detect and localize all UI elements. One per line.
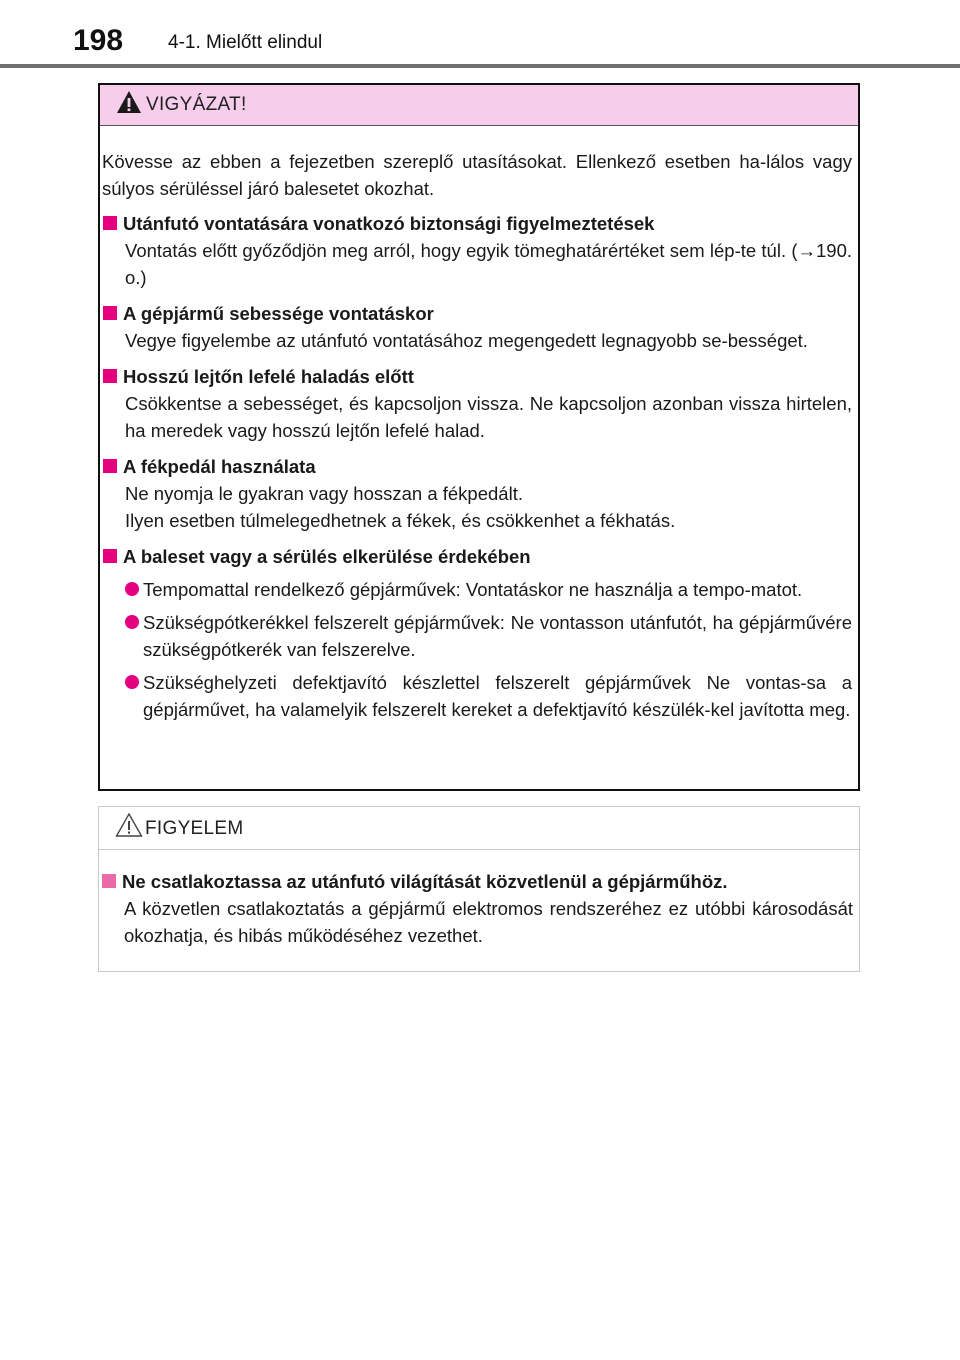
topic-heading: Hosszú lejtőn lefelé haladás előtt [123, 366, 414, 387]
topic-brake-pedal [102, 453, 852, 534]
topic-trailer-safety [102, 210, 852, 291]
notice-body [99, 850, 859, 949]
warning-box [98, 83, 860, 791]
topic-accident-prevention [102, 543, 852, 723]
warning-intro: Kövesse az ebben a fejezetben szereplő utasításokat. Ellenkező esetben ha-lálos vagy súlyos sérüléssel járó balesetet okozhat. [102, 151, 852, 199]
header-rule [0, 64, 960, 68]
topic-line: Ilyen esetben túlmelegedhetnek a fékek, és csökkenhet a fékhatás. [125, 510, 676, 531]
topic-towing-speed [102, 300, 852, 354]
round-bullet-icon [125, 582, 139, 596]
section-title: 4-1. Mielőtt elindul [168, 32, 323, 53]
notice-box [98, 806, 860, 972]
list-item: Szükséghelyzeti defektjavító készlettel felszerelt gépjárművek Ne vontas-sa a gépjárművet, ha valamelyik felszerelt kereket a defektjavító készülék-kel javította meg. [102, 669, 852, 723]
square-bullet-icon [103, 549, 117, 563]
list-item: Szükségpótkerékkel felszerelt gépjárművek: Ne vontasson utánfutót, ha gépjárművére szükségpótkerék van felszerelve. [102, 609, 852, 663]
square-bullet-icon [102, 874, 116, 888]
square-bullet-icon [103, 459, 117, 473]
warning-header [100, 85, 858, 126]
list-item: Tempomattal rendelkező gépjárművek: Vontatáskor ne használja a tempo-matot. [102, 576, 852, 603]
warning-triangle-icon [116, 90, 142, 114]
warning-title: VIGYÁZAT! [146, 94, 247, 115]
topic-text: Vontatás előtt győződjön meg arról, hogy egyik tömeghatárértéket sem lép-te túl. (→190. o.) [125, 240, 852, 288]
topic-text: Vegye figyelembe az utánfutó vontatásához megengedett legnagyobb se-bességet. [125, 330, 808, 351]
topic-text [102, 480, 852, 534]
square-bullet-icon [103, 369, 117, 383]
page-header [0, 0, 960, 70]
warning-body [100, 126, 858, 723]
topic-trailer-lights [101, 868, 853, 949]
caution-triangle-outline-icon [115, 812, 143, 838]
topic-downhill [102, 363, 852, 444]
page-number: 198 [73, 24, 124, 57]
topic-heading: Utánfutó vontatására vonatkozó biztonsági figyelmeztetések [123, 213, 655, 234]
topic-heading: Ne csatlakoztassa az utánfutó világítását közvetlenül a gépjárműhöz. [122, 871, 728, 892]
square-bullet-icon [103, 216, 117, 230]
topic-text: Csökkentse a sebességet, és kapcsoljon vissza. Ne kapcsoljon azonban vissza hirtelen, ha meredek vagy hosszú lejtőn lefelé halad. [125, 393, 852, 441]
round-bullet-icon [125, 675, 139, 689]
topic-text: A közvetlen csatlakoztatás a gépjármű elektromos rendszeréhez ez utóbbi károsodását okozhatja, és hibás működéséhez vezethet. [124, 898, 853, 946]
topic-heading: A baleset vagy a sérülés elkerülése érdekében [123, 546, 531, 567]
square-bullet-icon [103, 306, 117, 320]
round-bullet-icon [125, 615, 139, 629]
topic-line: Ne nyomja le gyakran vagy hosszan a fékpedált. [125, 483, 523, 504]
topic-heading: A gépjármű sebessége vontatáskor [123, 303, 434, 324]
topic-heading: A fékpedál használata [123, 456, 316, 477]
notice-title: FIGYELEM [145, 818, 244, 839]
notice-header [99, 807, 859, 850]
